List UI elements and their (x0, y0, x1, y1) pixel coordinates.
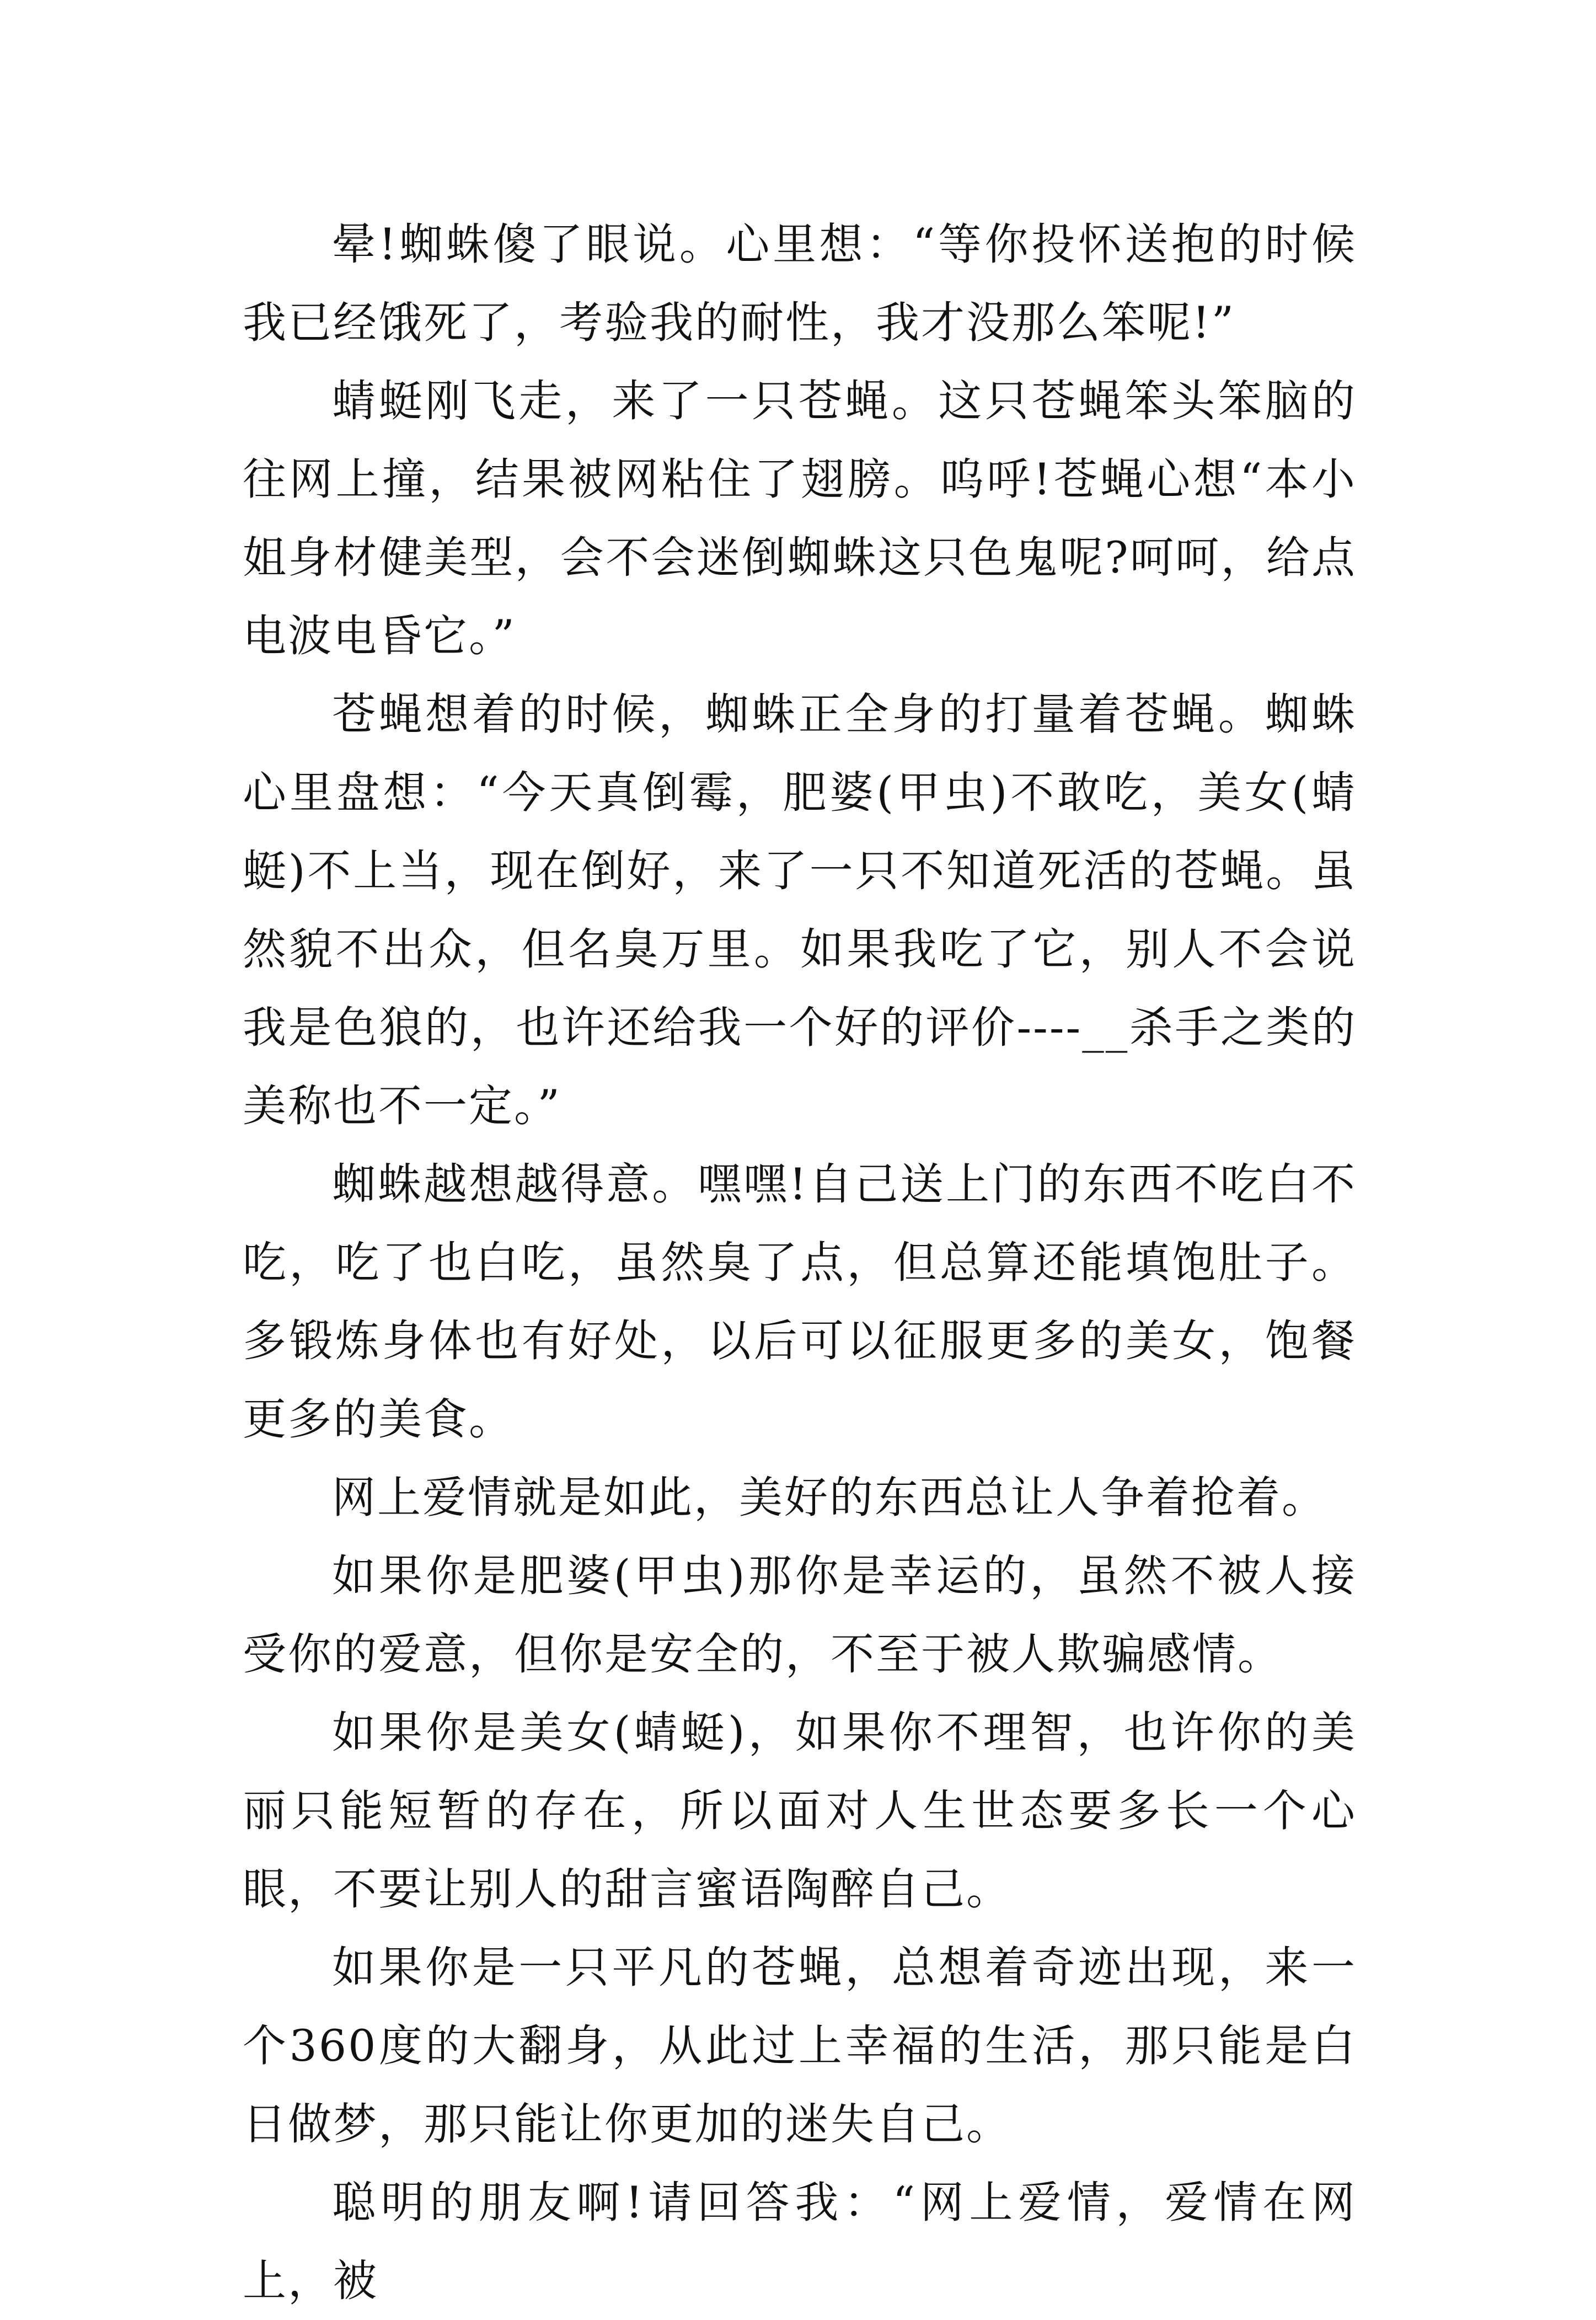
paragraph-1: 晕!蜘蛛傻了眼说。心里想：“等你投怀送抱的时候我已经饿死了，考验我的耐性，我才没那么笨呢!” (243, 219, 1357, 348)
paragraph-8: 如果你是一只平凡的苍蝇，总想着奇迹出现，来一个360度的大翻身，从此过上幸福的生活，那只能是白日做梦，那只能让你更加的迷失自己。 (243, 1942, 1357, 2150)
paragraph-4: 蜘蛛越想越得意。嘿嘿!自己送上门的东西不吃白不吃，吃了也白吃，虽然臭了点，但总算还能填饱肚子。多锻炼身体也有好处，以后可以征服更多的美女，饱餐更多的美食。 (243, 1159, 1357, 1445)
paragraph-7: 如果你是美女(蜻蜓)，如果你不理智，也许你的美丽只能短暂的存在，所以面对人生世态要多长一个心眼，不要让别人的甜言蜜语陶醉自己。 (243, 1707, 1357, 1915)
paragraph-5: 网上爱情就是如此，美好的东西总让人争着抢着。 (332, 1472, 1327, 1523)
paragraph-6: 如果你是肥婆(甲虫)那你是幸运的，虽然不被人接受你的爱意，但你是安全的，不至于被人欺骗感情。 (243, 1551, 1357, 1680)
document-body (243, 205, 1357, 2320)
paragraph-2: 蜻蜓刚飞走，来了一只苍蝇。这只苍蝇笨头笨脑的往网上撞，结果被网粘住了翅膀。呜呼!苍蝇心想“本小姐身材健美型，会不会迷倒蜘蛛这只色鬼呢?呵呵，给点电波电昏它。” (243, 376, 1357, 661)
paragraph-3: 苍蝇想着的时候，蜘蛛正全身的打量着苍蝇。蜘蛛心里盘想：“今天真倒霉，肥婆(甲虫)不敢吃，美女(蜻蜓)不上当，现在倒好，来了一只不知道死活的苍蝇。虽然貌不出众，但名臭万里。如果我吃了它，别人不会说我是色狼的，也许还给我一个好的评价----__杀手之类的美称也不一定。” (243, 689, 1357, 1131)
paragraph-9: 聪明的朋友啊!请回答我：“网上爱情，爱情在网上，被 (243, 2177, 1357, 2306)
